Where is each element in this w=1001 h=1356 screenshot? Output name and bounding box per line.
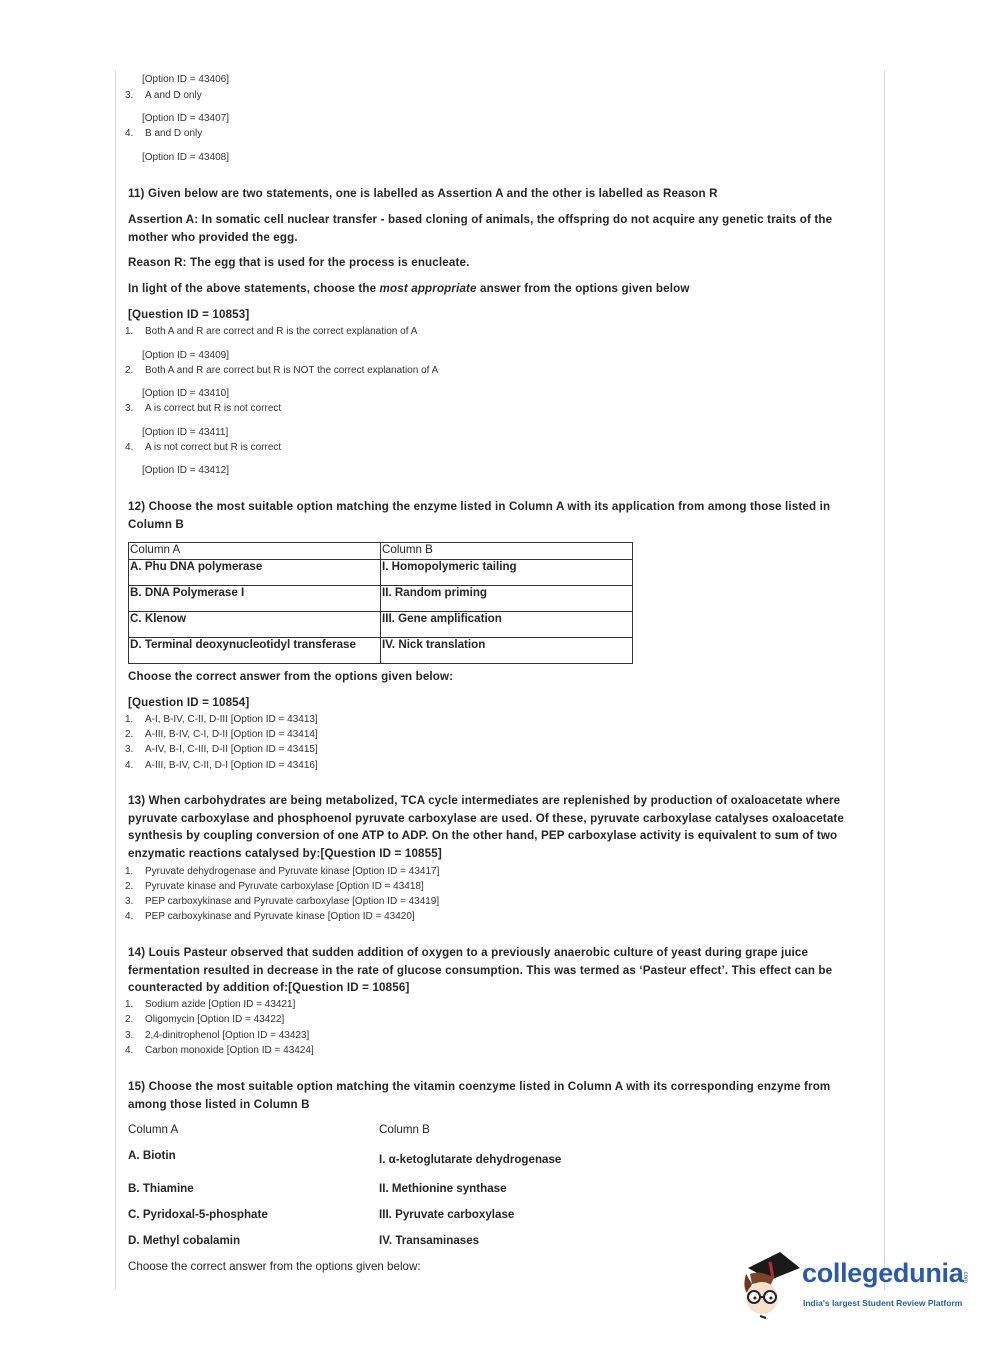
instruction-emphasis: most appropriate: [379, 282, 477, 295]
column-b-item: I. α-ketoglutarate dehydrogenase: [379, 1153, 562, 1166]
option-number: 4.: [125, 760, 134, 771]
option-text: Pyruvate kinase and Pyruvate carboxylase [Option ID = 43418]: [145, 881, 424, 892]
question-id: [Question ID = 10853]: [128, 308, 250, 321]
option-item: [125, 325, 417, 338]
option-text: Both A and R are correct but R is NOT the correct explanation of A: [145, 365, 439, 376]
option-id: [Option ID = 43412]: [142, 465, 230, 476]
option-id: [Option ID = 43407]: [142, 113, 230, 124]
option-text: Both A and R are correct and R is the correct explanation of A: [145, 326, 418, 337]
instruction-post: answer from the options given below: [476, 282, 690, 295]
table-cell: D. Terminal deoxynucleotidyl transferase: [129, 638, 381, 664]
column-b-header: Column B: [379, 1123, 430, 1136]
option-text: Carbon monoxide [Option ID = 43424]: [145, 1045, 314, 1056]
question-15-title: 15) Choose the most suitable option matching the vitamin coenzyme listed in Column A with its corresponding enzyme from among those listed in Column B: [128, 1080, 831, 1111]
option-number: 1.: [125, 999, 134, 1010]
question-12-title: 12) Choose the most suitable option matching the enzyme listed in Column A with its application from among those listed in Column B: [128, 500, 831, 531]
brand-suffix: .com: [962, 1270, 968, 1284]
option-item: [125, 1013, 284, 1026]
option-item: [125, 1044, 314, 1057]
option-number: 2.: [125, 1014, 134, 1025]
table-cell: B. DNA Polymerase I: [129, 586, 381, 612]
option-text: A is correct but R is not correct: [145, 403, 282, 414]
option-item: [125, 441, 281, 454]
instruction-pre: In light of the above statements, choose the: [128, 282, 380, 295]
option-id: [Option ID = 43409]: [142, 350, 230, 361]
option-id: [Option ID = 43410]: [142, 388, 230, 399]
option-text: A-III, B-IV, C-I, D-II [Option ID = 43414]: [145, 729, 318, 740]
option-number: 4.: [125, 911, 134, 922]
option-text: A-III, B-IV, C-II, D-I [Option ID = 43416]: [145, 760, 318, 771]
table-cell: I. Homopolymeric tailing: [381, 560, 633, 586]
option-item: [125, 759, 318, 772]
question-11-title: 11) Given below are two statements, one is labelled as Assertion A and the other is labelled as Reason R: [128, 187, 718, 200]
instruction-text: [128, 280, 872, 298]
option-text: PEP carboxykinase and Pyruvate carboxylase [Option ID = 43419]: [145, 896, 440, 907]
option-number: 1.: [125, 326, 134, 337]
option-number: 2.: [125, 729, 134, 740]
option-number: 3.: [125, 896, 134, 907]
option-number: 2.: [125, 365, 134, 376]
option-text: A and D only: [145, 90, 202, 101]
option-item: [125, 364, 438, 377]
option-item: [125, 910, 415, 923]
choose-text: Choose the correct answer from the options given below:: [128, 670, 454, 683]
option-text: 2,4-dinitrophenol [Option ID = 43423]: [145, 1030, 310, 1041]
option-text: Pyruvate dehydrogenase and Pyruvate kinase [Option ID = 43417]: [145, 866, 440, 877]
table-cell: II. Random priming: [381, 586, 633, 612]
column-b-item: III. Pyruvate carboxylase: [379, 1208, 515, 1221]
option-item: [125, 865, 439, 878]
option-number: 3.: [125, 1030, 134, 1041]
option-number: 4.: [125, 1045, 134, 1056]
table-header: Column B: [381, 543, 633, 560]
mascot-icon: [740, 1248, 802, 1323]
assertion-text: Assertion A: In somatic cell nuclear transfer - based cloning of animals, the offspring do not acquire any genetic traits of the mother who provided the egg.: [128, 213, 833, 244]
option-number: 2.: [125, 881, 134, 892]
column-a-item: A. Biotin: [128, 1149, 176, 1162]
option-id: [Option ID = 43411]: [142, 427, 229, 438]
option-item: [125, 895, 439, 908]
option-text: Sodium azide [Option ID = 43421]: [145, 999, 296, 1010]
table-header: Column A: [129, 543, 381, 560]
option-text: A is not correct but R is correct: [145, 442, 282, 453]
column-a-item: C. Pyridoxal-5-phosphate: [128, 1208, 268, 1221]
option-number: 1.: [125, 866, 134, 877]
question-14-title: 14) Louis Pasteur observed that sudden addition of oxygen to a previously anaerobic culture of yeast during grape juice fermentation resulted in decrease in the rate of glucose consumption. This was termed as ‘Pasteur effect’. This effect can be counteracted by addition of:[Question ID = 10856]: [128, 946, 833, 994]
option-number: 4.: [125, 442, 134, 453]
column-a-item: D. Methyl cobalamin: [128, 1234, 241, 1247]
option-item: [125, 127, 202, 140]
table-cell: A. Phu DNA polymerase: [129, 560, 381, 586]
collegedunia-logo: [740, 1248, 980, 1323]
option-number: 1.: [125, 714, 134, 725]
option-item: [125, 1029, 309, 1042]
question-13-title: 13) When carbohydrates are being metabolized, TCA cycle intermediates are replenished by production of oxaloacetate where pyruvate carboxylase and phosphoenol pyruvate carboxylase are used. Of these, pyruvate carboxylase catalyses oxaloacetate synthesis by coupling conversion of one ATP to ADP. On the other hand, PEP carboxylase activity is equivalent to sum of two enzymatic reactions catalysed by:[Question ID = 10855]: [128, 794, 845, 860]
option-number: 3.: [125, 744, 134, 755]
option-item: [125, 713, 318, 726]
brand-tagline: India's largest Student Review Platform: [803, 1298, 963, 1308]
brand-name: collegedunia: [802, 1258, 964, 1288]
column-b-item: II. Methionine synthase: [379, 1182, 507, 1195]
option-item: [125, 880, 424, 893]
option-item: [125, 998, 295, 1011]
option-text: A-I, B-IV, C-II, D-III [Option ID = 43413]: [145, 714, 318, 725]
option-text: Oligomycin [Option ID = 43422]: [145, 1014, 285, 1025]
option-text: B and D only: [145, 128, 203, 139]
option-item: [125, 89, 202, 102]
choose-text: Choose the correct answer from the options given below:: [128, 1260, 421, 1273]
option-id: [Option ID = 43406]: [142, 74, 230, 85]
table-cell: C. Klenow: [129, 612, 381, 638]
option-item: [125, 402, 281, 415]
option-number: 3.: [125, 90, 134, 101]
option-number: 3.: [125, 403, 134, 414]
column-b-item: IV. Transaminases: [379, 1234, 480, 1247]
option-number: 4.: [125, 128, 134, 139]
column-a-item: B. Thiamine: [128, 1182, 194, 1195]
option-id: [Option ID = 43408]: [142, 152, 230, 163]
question-id: [Question ID = 10854]: [128, 696, 250, 709]
match-table: [128, 542, 633, 664]
table-cell: III. Gene amplification: [381, 612, 633, 638]
left-margin-rule: [115, 70, 116, 1290]
option-item: [125, 743, 318, 756]
option-text: A-IV, B-I, C-III, D-II [Option ID = 43415]: [145, 744, 318, 755]
option-item: [125, 728, 318, 741]
reason-text: Reason R: The egg that is used for the process is enucleate.: [128, 256, 470, 269]
option-text: PEP carboxykinase and Pyruvate kinase [Option ID = 43420]: [145, 911, 415, 922]
column-a-header: Column A: [128, 1123, 179, 1136]
right-margin-rule: [884, 70, 885, 1290]
table-cell: IV. Nick translation: [381, 638, 633, 664]
